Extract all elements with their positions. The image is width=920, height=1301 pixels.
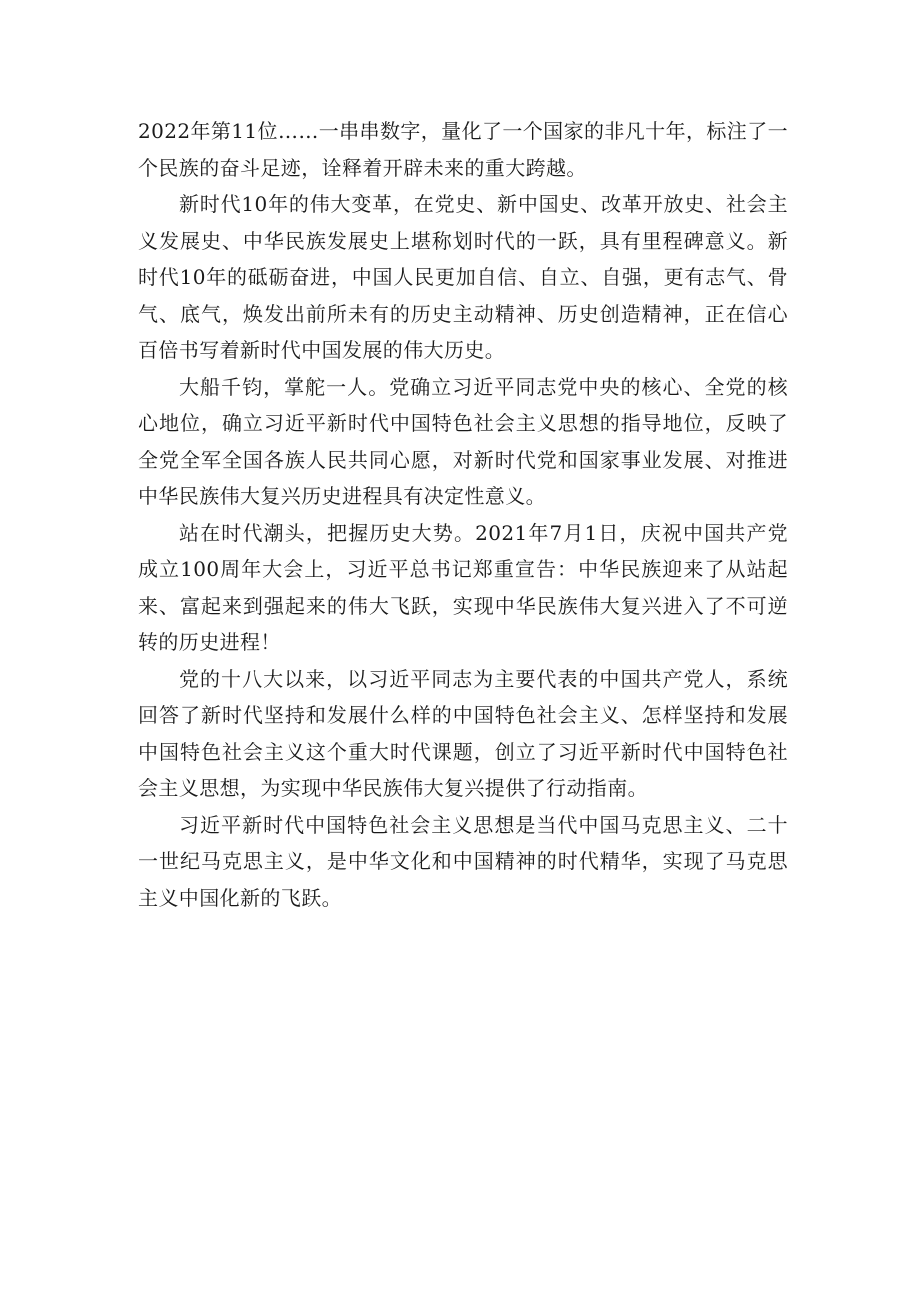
document-body bbox=[138, 113, 788, 916]
paragraph-centenary-declaration: 站在时代潮头，把握历史大势。2021年7月1日，庆祝中国共产党成立100周年大会上，习近平总书记郑重宣告：中华民族迎来了从站起来、富起来到强起来的伟大飞跃，实现中华民族伟大复兴进入了不可逆转的历史进程！ bbox=[138, 520, 788, 654]
paragraph-helmsman: 大船千钧，掌舵一人。党确立习近平同志党中央的核心、全党的核心地位，确立习近平新时代中国特色社会主义思想的指导地位，反映了全党全军全国各族人民共同心愿，对新时代党和国家事业发展、对推进中华民族伟大复兴历史进程具有决定性意义。 bbox=[138, 374, 788, 508]
paragraph-new-era-reform: 新时代10年的伟大变革，在党史、新中国史、改革开放史、社会主义发展史、中华民族发展史上堪称划时代的一跃，具有里程碑意义。新时代10年的砥砺奋进，中国人民更加自信、自立、自强，更有志气、骨气、底气，焕发出前所未有的历史主动精神、历史创造精神，正在信心百倍书写着新时代中国发展的伟大历史。 bbox=[138, 192, 788, 362]
paragraph-eighteenth-congress: 党的十八大以来，以习近平同志为主要代表的中国共产党人，系统回答了新时代坚持和发展什么样的中国特色社会主义、怎样坚持和发展中国特色社会主义这个重大时代课题，创立了习近平新时代中国特色社会主义思想，为实现中华民族伟大复兴提供了行动指南。 bbox=[138, 666, 788, 800]
paragraph-continuation: 2022年第11位……一串串数字，量化了一个国家的非凡十年，标注了一个民族的奋斗足迹，诠释着开辟未来的重大跨越。 bbox=[138, 119, 788, 180]
paragraph-thought-essence: 习近平新时代中国特色社会主义思想是当代中国马克思主义、二十一世纪马克思主义，是中华文化和中国精神的时代精华，实现了马克思主义中国化新的飞跃。 bbox=[138, 812, 788, 910]
